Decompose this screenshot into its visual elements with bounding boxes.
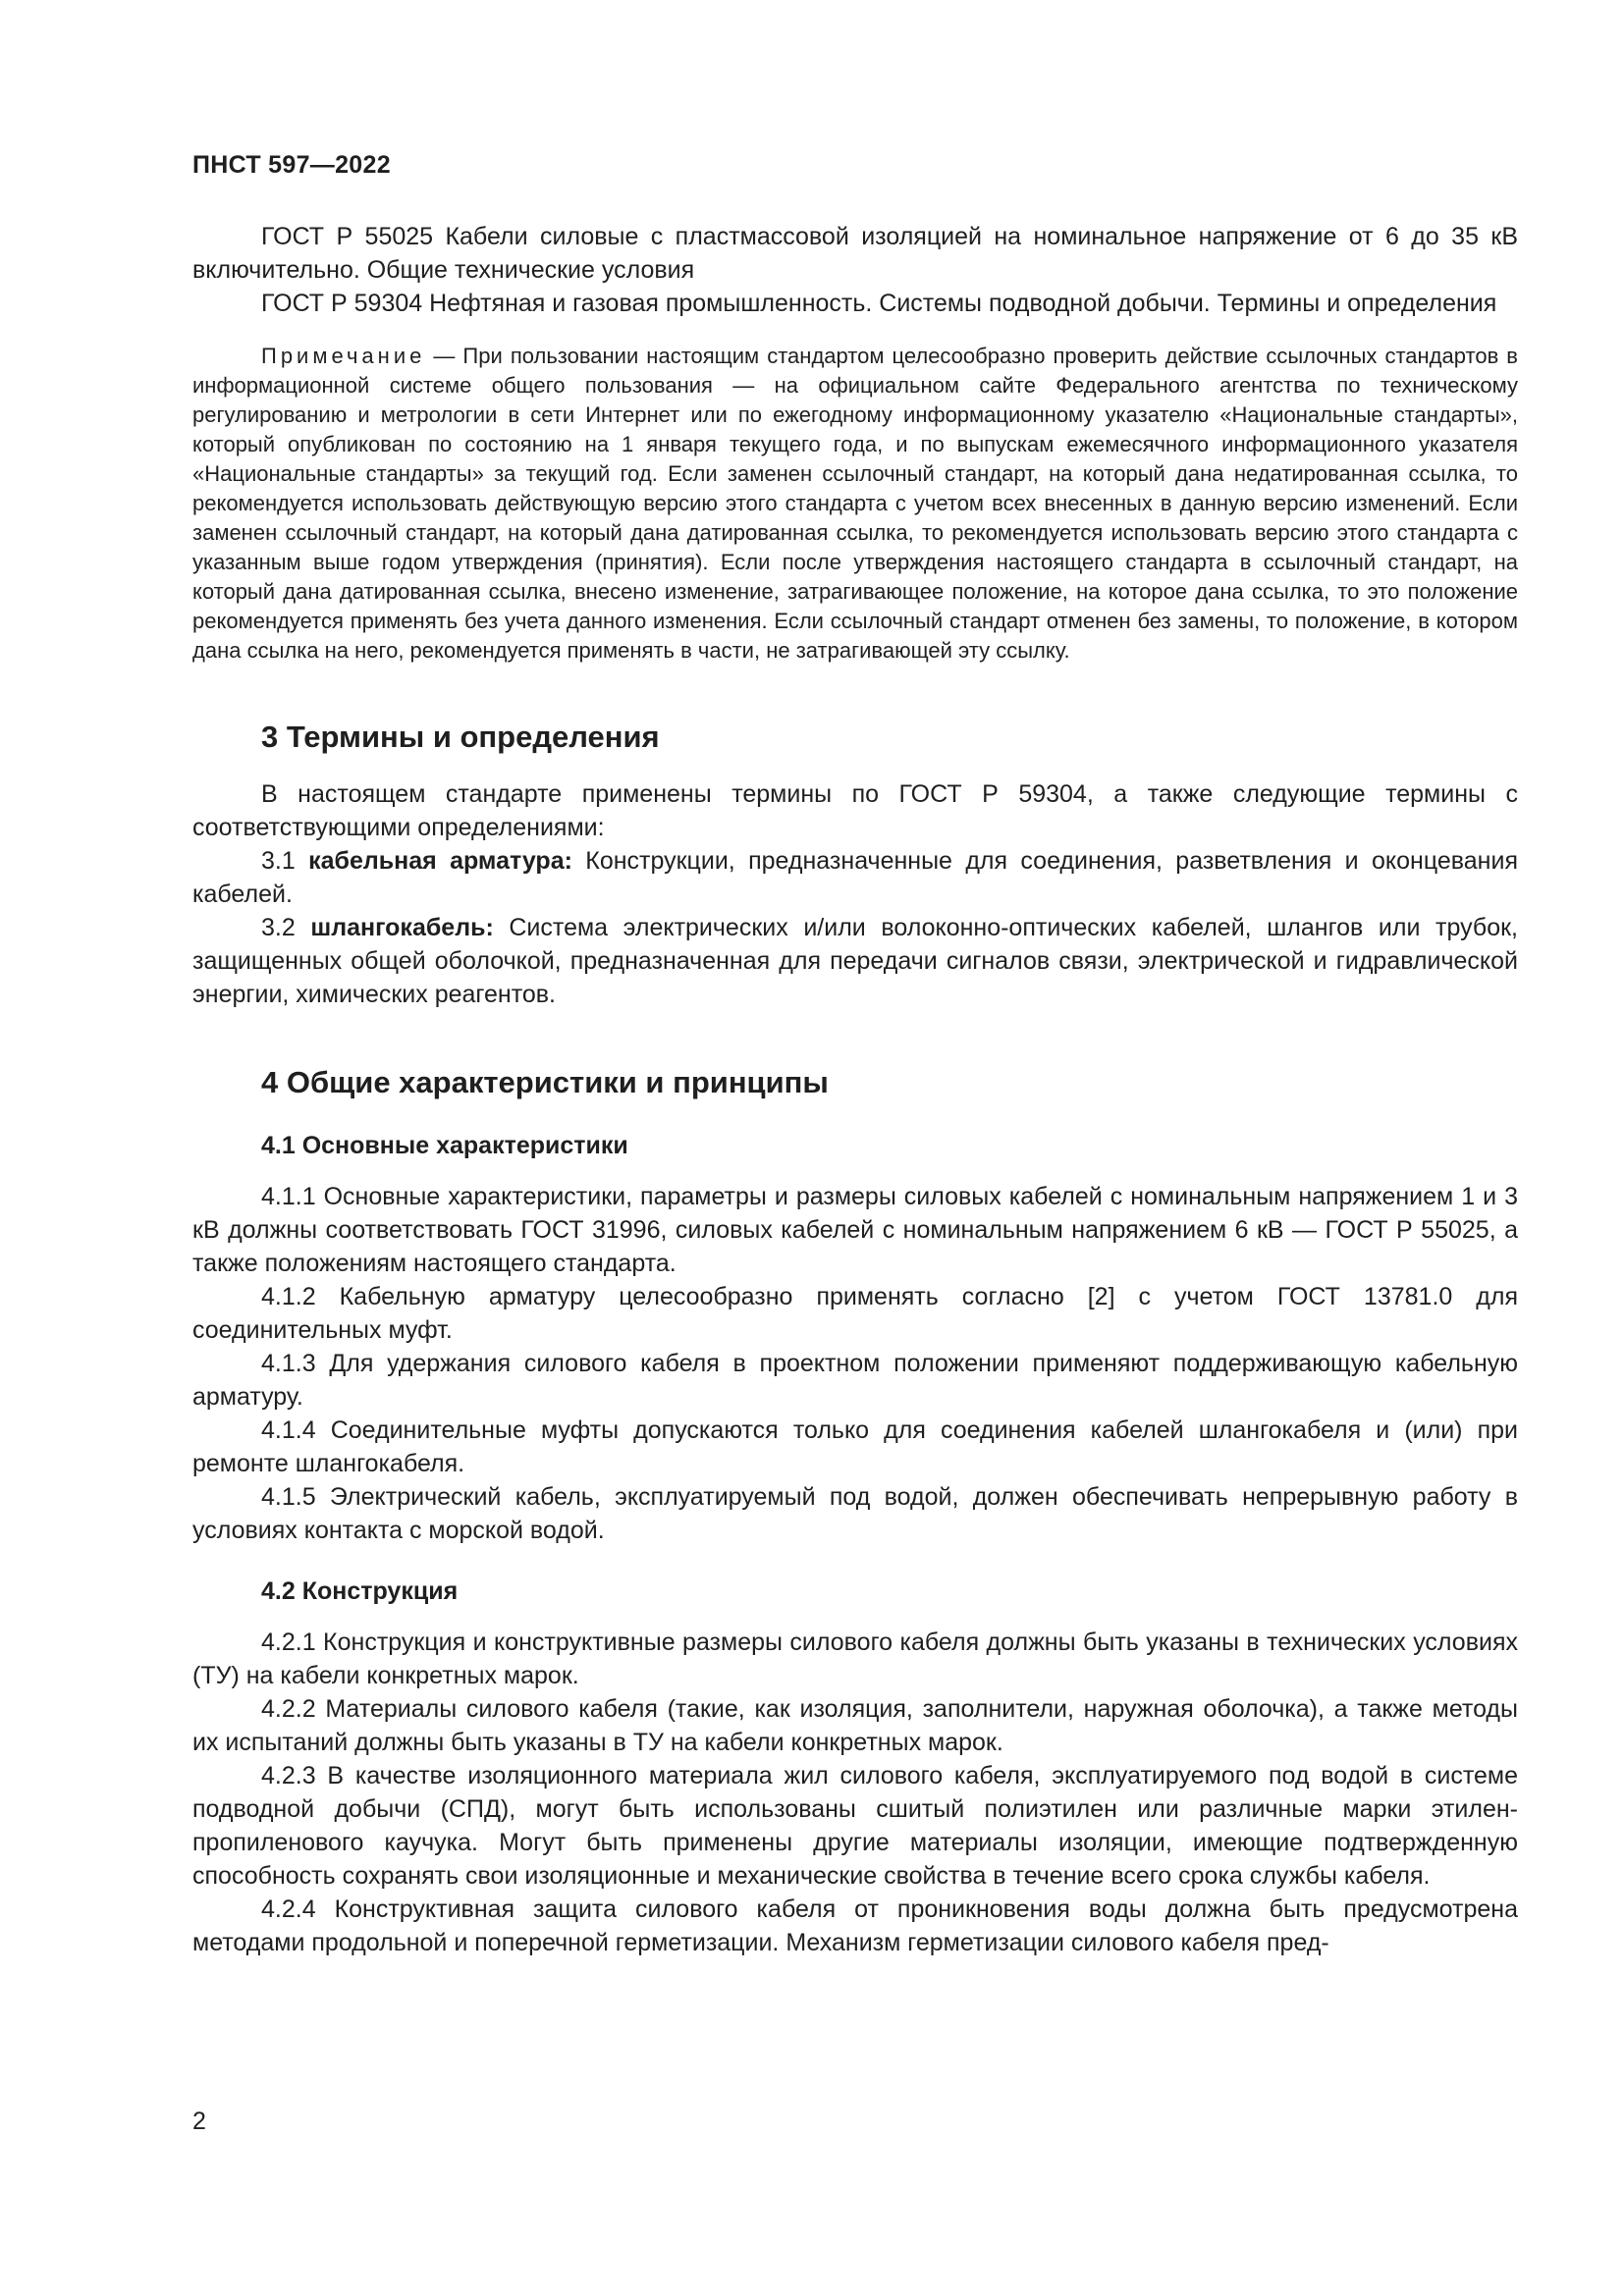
clause-4-1-1: 4.1.1 Основные характеристики, параметры и размеры силовых кабелей с номинальным напряжением 1 и 3 кВ должны соответствовать ГОСТ 31996, силовых кабелей с номинальным напряжением 6 кВ — ГОСТ Р 55025, а также положениям настоящего стандарта. <box>192 1183 1518 1277</box>
subsection-4-1-title: 4.1 Основные характеристики <box>261 1132 628 1159</box>
clause-4-2-2: 4.2.2 Материалы силового кабеля (такие, как изоляция, заполнители, наружная оболочка), а также методы их испытаний должны быть указаны в ТУ на кабели конкретных марок. <box>192 1695 1518 1756</box>
clause-4-1-3: 4.1.3 Для удержания силового кабеля в проектном положении применяют поддерживающую кабельную арматуру. <box>192 1350 1518 1411</box>
section-3-intro: В настоящем стандарте применены термины по ГОСТ Р 59304, а также следующие термины с соответствующими определениями: <box>192 780 1518 841</box>
reference-gost-59304: ГОСТ Р 59304 Нефтяная и газовая промышленность. Системы подводной добычи. Термины и определения <box>261 290 1497 317</box>
clause-4-2-3: 4.2.3 В качестве изоляционного материала жил силового кабеля, эксплуатируемого под водой в системе подводной добычи (СПД), могут быть использованы сшитый полиэтилен или различные марки этилен-пропиленового каучука. Могут быть применены другие материалы изоляции, имеющие подтвержденную способность сохранять свои изоляционные и механические свойства в течение всего срока службы кабеля. <box>192 1762 1518 1890</box>
term-3-2 <box>192 911 1518 1011</box>
document-number-header: ПНСТ 597—2022 <box>192 151 391 179</box>
term-3-1 <box>192 844 1518 911</box>
reference-gost-55025: ГОСТ Р 55025 Кабели силовые с пластмассовой изоляцией на номинальное напряжение от 6 до 35 кВ включительно. Общие технические условия <box>192 223 1518 284</box>
clause-4-1-4: 4.1.4 Соединительные муфты допускаются только для соединения кабелей шлангокабеля и (или) при ремонте шлангокабеля. <box>192 1416 1518 1477</box>
subsection-4-2-title: 4.2 Конструкция <box>261 1577 459 1605</box>
term-3-1-term: кабельная арматура: <box>308 847 572 875</box>
term-3-1-definition: Конструкции, предназначенные для соединения, разветвления и оконцевания кабелей. <box>192 847 1518 908</box>
term-3-2-term: шлангокабель: <box>310 914 494 941</box>
note-label: Примечание <box>261 344 426 368</box>
clause-4-2-1: 4.2.1 Конструкция и конструктивные размеры силового кабеля должны быть указаны в технических условиях (ТУ) на кабели конкретных марок. <box>192 1629 1518 1689</box>
term-3-2-definition: Система электрических и/или волоконно-оптических кабелей, шлангов или трубок, защищенных общей оболочкой, предназначенная для передачи сигналов связи, электрической и гидравлической энергии, химических реагентов. <box>192 914 1519 1008</box>
page-content <box>192 220 1518 1959</box>
reference-note <box>192 342 1518 666</box>
term-3-2-number: 3.2 <box>261 914 311 941</box>
clause-4-1-5: 4.1.5 Электрический кабель, эксплуатируемый под водой, должен обеспечивать непрерывную работу в условиях контакта с морской водой. <box>192 1483 1518 1544</box>
term-3-1-number: 3.1 <box>261 847 309 875</box>
clause-4-1-2: 4.1.2 Кабельную арматуру целесообразно применять согласно [2] с учетом ГОСТ 13781.0 для соединительных муфт. <box>192 1283 1518 1344</box>
clause-4-2-4: 4.2.4 Конструктивная защита силового кабеля от проникновения воды должна быть предусмотрена методами продольной и поперечной герметизации. Механизм герметизации силового кабеля пред- <box>192 1896 1518 1956</box>
note-text: — При пользовании настоящим стандартом целесообразно проверить действие ссылочных стандартов в информационной системе общего пользования — на официальном сайте Федерального агентства по техническому регулированию и метрологии в сети Интернет или по ежегодному информационному указателю «Национальные стандарты», который опубликован по состоянию на 1 января текущего года, и по выпускам ежемесячного информационного указателя «Национальные стандарты» за текущий год. Если заменен ссылочный стандарт, на который дана недатированная ссылка, то рекомендуется использовать действующую версию этого стандарта с учетом всех внесенных в данную версию изменений. Если заменен ссылочный стандарт, на который дана датированная ссылка, то рекомендуется использовать версию этого стандарта с указанным выше годом утверждения (принятия). Если после утверждения настоящего стандарта в ссылочный стандарт, на который дана датированная ссылка, внесено изменение, затрагивающее положение, на которое дана ссылка, то это положение рекомендуется применять без учета данного изменения. Если ссылочный стандарт отменен без замены, то положение, в котором дана ссылка на него, рекомендуется применять в части, не затрагивающей эту ссылку. <box>192 344 1518 663</box>
page-number: 2 <box>192 2108 206 2135</box>
section-4-title: 4 Общие характеристики и принципы <box>261 1065 829 1099</box>
section-3-title: 3 Термины и определения <box>261 720 660 754</box>
